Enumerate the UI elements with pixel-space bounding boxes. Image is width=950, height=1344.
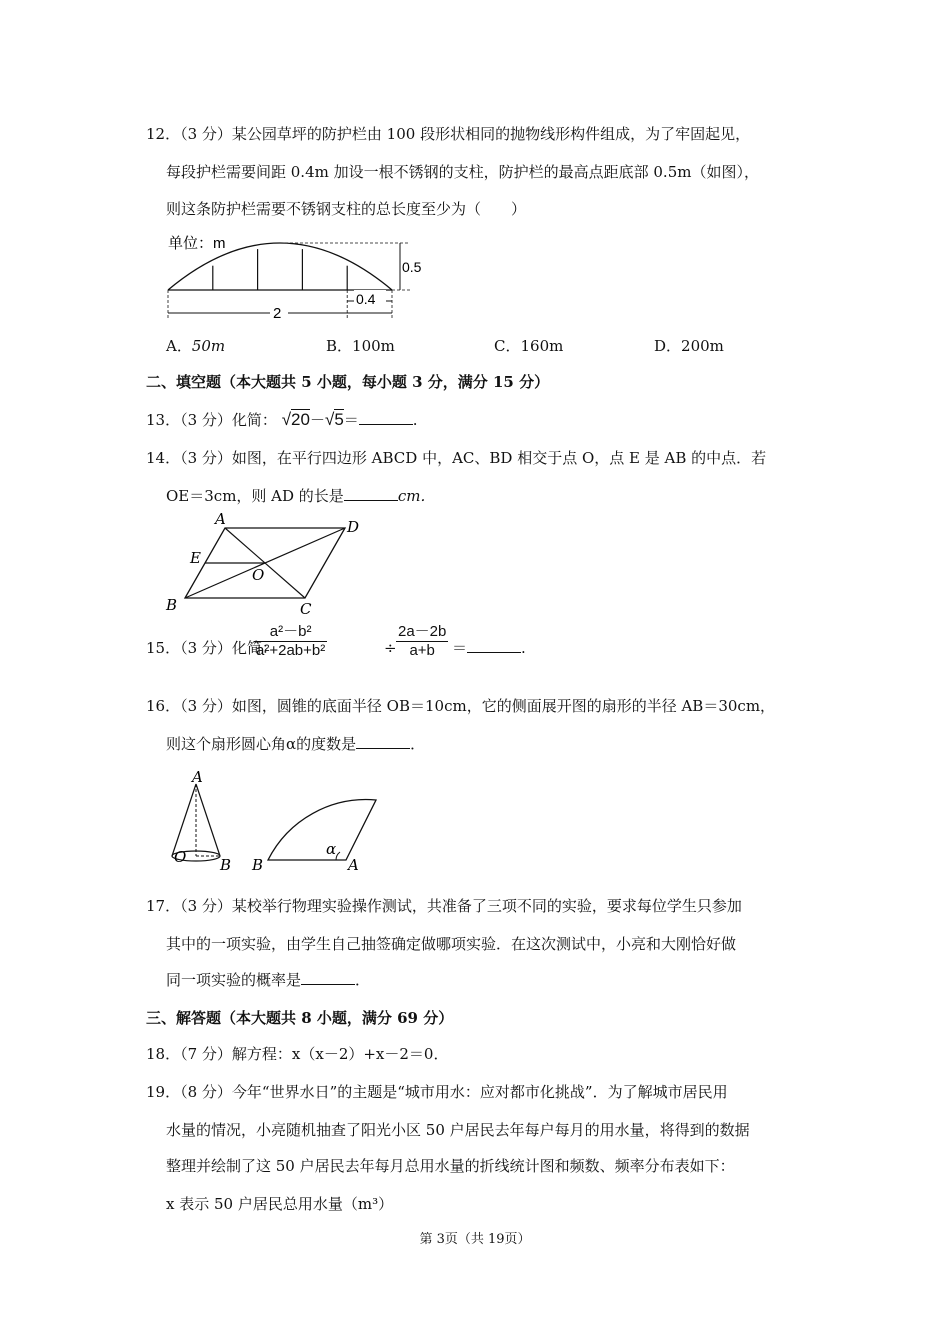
q12-line1: 12．（3 分）某公园草坪的防护栏由 100 段形状相同的抛物线形构件组成，为了牢固起见， (146, 125, 751, 143)
radicand-20: 20 (291, 410, 310, 429)
section2-title: 二、填空题（本大题共 5 小题，每小题 3 分，满分 15 分） (146, 373, 550, 391)
q16-line2-text: 则这个扇形圆心角α的度数是 (166, 735, 357, 753)
label-sector-a: A (348, 856, 359, 874)
period: . (521, 639, 526, 657)
q14-line2 (166, 486, 435, 506)
q14-parallelogram-figure (160, 508, 380, 618)
option-text: 50m (191, 337, 226, 355)
alpha-arc (336, 852, 340, 860)
q19-line1: 19．（8 分）今年“世界水日”的主题是“城市用水：应对都市化挑战”．为了解城市居民用 (146, 1083, 728, 1101)
equals-sign: ＝ (343, 411, 359, 429)
answer-blank[interactable] (359, 410, 413, 425)
q13-prefix: 13．（3 分）化简： (146, 411, 277, 429)
fraction-denominator: a+b (409, 642, 435, 659)
period: ． (355, 971, 371, 989)
q17-line2: 其中的一项实验，由学生自己抽签确定做哪项实验．在这次测试中，小亮和大刚恰好做 (166, 935, 737, 953)
q19-line4: x 表示 50 户居民总用水量（m³） (166, 1195, 394, 1213)
label-e: E (190, 549, 201, 567)
answer-blank[interactable] (344, 486, 398, 501)
q12-span-label: 0.4 (356, 291, 376, 307)
q12-unit-label: 单位：m (168, 235, 226, 252)
q12-line3: 则这条防护栏需要不锈钢支柱的总长度至少为（ ） (166, 200, 527, 218)
q12-option-c (494, 336, 563, 356)
q19-line3: 整理并绘制了这 50 户居民去年每月总用水量的折线统计图和频数、频率分布表如下： (166, 1157, 735, 1175)
label-cone-a: A (192, 770, 203, 786)
equals-sign: ＝ (452, 639, 468, 657)
unfolded-sector (268, 800, 376, 860)
label-c: C (300, 600, 312, 618)
fraction-numerator: a²－b² (254, 620, 327, 642)
answer-blank[interactable] (301, 970, 355, 985)
option-text: 100m (352, 337, 395, 355)
q18: 18．（7 分）解方程：x（x－2）+x－2＝0． (146, 1045, 449, 1063)
label-alpha: α (326, 840, 337, 858)
label-d: D (347, 518, 360, 536)
answer-blank[interactable] (467, 638, 521, 653)
option-letter: D． (654, 337, 682, 355)
cone-side (172, 784, 196, 856)
q17-line1: 17．（3 分）某校举行物理实验操作测试，共准备了三项不同的实验，要求每位学生只参加 (146, 897, 742, 915)
q14-line2-text: OE＝3cm，则 AD 的长是 (166, 487, 344, 505)
q12-line2: 每段护栏需要间距 0.4m 加设一根不锈钢的支柱，防护栏的最高点距底部 0.5m（如图）， (166, 163, 759, 181)
label-b: B (166, 596, 178, 614)
q19-line2: 水量的情况，小亮随机抽查了阳光小区 50 户居民去年每户每月的用水量，将得到的数据 (166, 1121, 750, 1139)
q12-option-d (654, 336, 724, 356)
label-cone-o: O (174, 848, 187, 866)
q12-width-label: 2 (273, 305, 282, 322)
q15-prefix: 15．（3 分）化简： (146, 639, 277, 657)
option-letter: A． (166, 337, 192, 355)
q16-line1: 16．（3 分）如图，圆锥的底面半径 OB＝10cm，它的侧面展开图的扇形的半径 AB＝30cm， (146, 697, 776, 715)
sqrt-5: √5 (324, 410, 344, 429)
period: ． (410, 735, 426, 753)
option-text: 200m (681, 337, 724, 355)
q17-line3 (166, 970, 370, 990)
q12-fence-figure (160, 228, 440, 328)
period: . (412, 411, 418, 429)
option-letter: B． (326, 337, 353, 355)
q15-answer (452, 638, 526, 658)
radicand-5: 5 (334, 410, 344, 429)
answer-blank[interactable] (356, 734, 410, 749)
page-footer: 第 3页（共 19页） (419, 1232, 531, 1247)
q12-height-label: 0.5 (402, 259, 422, 275)
label-o: O (252, 566, 265, 584)
label-cone-b: B (220, 856, 232, 874)
q12-option-b (326, 336, 395, 356)
q15-fraction-1 (254, 620, 327, 659)
q14-unit: cm． (397, 487, 436, 505)
minus-sign: － (309, 411, 325, 429)
sqrt-20: √20 (281, 410, 310, 429)
fraction-numerator: 2a－2b (396, 620, 448, 642)
section3-title: 三、解答题（本大题共 8 小题，满分 69 分） (146, 1009, 454, 1027)
q14-line1: 14．（3 分）如图，在平行四边形 ABCD 中，AC、BD 相交于点 O，点 E 是 AB 的中点．若 (146, 449, 767, 467)
label-a: A (215, 510, 226, 528)
fraction-denominator: a²+2ab+b² (256, 642, 326, 659)
q15-fraction-2 (396, 620, 448, 659)
q13 (146, 410, 418, 430)
q16-line2 (166, 734, 425, 754)
q17-line3-text: 同一项实验的概率是 (166, 971, 302, 989)
label-sector-b: B (252, 856, 264, 874)
division-sign: ÷ (384, 639, 397, 657)
option-text: 160m (520, 337, 564, 355)
sector-helper (268, 770, 378, 860)
q16-cone-figure (160, 770, 400, 880)
cone-side (196, 784, 220, 856)
option-letter: C． (494, 337, 521, 355)
q12-option-a (166, 336, 225, 356)
